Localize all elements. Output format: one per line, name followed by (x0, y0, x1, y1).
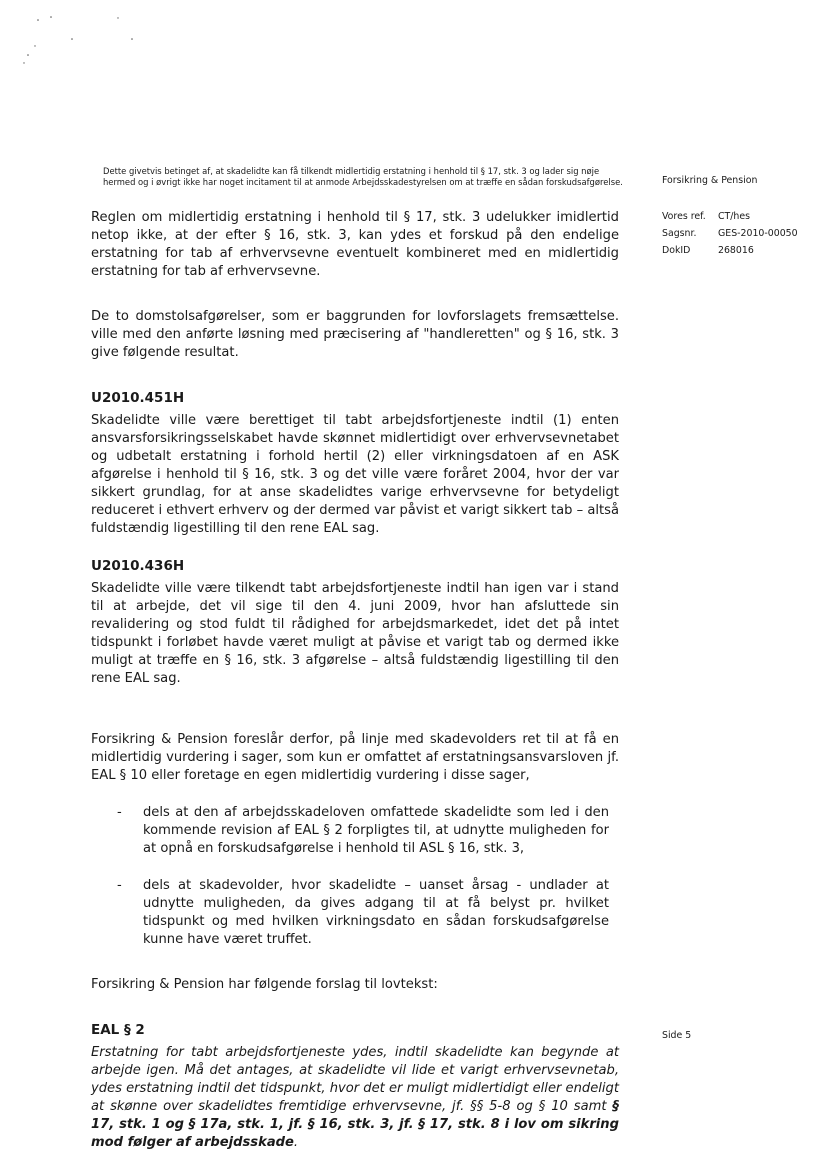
law-text-end: . (293, 1135, 299, 1150)
meta-label: Sagsnr. (662, 227, 697, 239)
sidebar-meta (662, 208, 798, 259)
scan-specks (20, 12, 150, 72)
case-text-u2010-451h: Skadelidte ville være berettiget til tabt arbejdsfortjeneste indtil (1) enten ansvarsforsikringsselskabet havde skønnet midlertidigt over erhvervsevnetabet og udbetalt erstatning i forhold hertil (2) eller virkningsdatoen af en ASK afgørelse i henhold til § 16, stk. 3 og det ville være foråret 2004, hvor der var sikkert grundlag, for at anse skadelidtes varige erhvervsevne for betydeligt reduceret i ethvert erhverv og der dermed var påvist et varigt sikkert tab – altså fuldstændig ligestilling til den rene EAL sag. (91, 413, 619, 536)
law-heading: EAL § 2 (91, 1022, 145, 1038)
meta-value: 268016 (718, 244, 754, 256)
law-text-bold: § 17, stk. 1 og § 17a, stk. 1, jf. § 16, stk. 3, jf. § 17, stk. 8 i lov om sikring mod følger af arbejdsskade (91, 1099, 619, 1150)
meta-value: CT/hes (718, 210, 751, 222)
case-heading-u2010-451h: U2010.451H (91, 390, 185, 406)
law-text-regular: Erstatning for tabt arbejdsfortjeneste ydes, indtil skadelidte kan begynde at arbejde igen. Må det antages, at skadelidte vil lide et varigt erhvervsevnetab, ydes erstatning indtil det tidspunkt, hvor det er muligt midlertidigt eller endeligt at skønne over skadelidtes fremtidige erhvervsevne, jf. §§ 5-8 og § 10 samt (91, 1045, 619, 1114)
law-text (91, 1044, 619, 1152)
case-text-u2010-436h: Skadelidte ville være tilkendt tabt arbejdsfortjeneste indtil han igen var i stand til at arbejde, det vil sige til den 4. juni 2009, hvor han afsluttede sin revalidering og stod fuldt til rådighed for arbejdsmarkedet, idet det på intet tidspunkt i forløbet havde været muligt at påvise et varigt tab og dermed ikke muligt at træffe en § 16, stk. 3 afgørelse – altså fuldstændig ligestilling til den rene EAL sag. (91, 581, 619, 686)
bullet-item (91, 877, 619, 949)
paragraph: Forsikring & Pension har følgende forslag til lovtekst: (91, 977, 438, 992)
sidebar-organization: Forsikring & Pension (662, 175, 758, 186)
bullet-item (91, 804, 619, 858)
paragraph: Forsikring & Pension foreslår derfor, på linje med skadevolders ret til at få en midlertidig vurdering i sager, som kun er omfattet af erstatningsansvarsloven jf. EAL § 10 eller foretage en egen midlertidig vurdering i disse sager, (91, 732, 619, 783)
bullet-dash: - (117, 878, 122, 893)
footnote: Dette givetvis betinget af, at skadelidte kan få tilkendt midlertidig erstatning i henhold til § 17, stk. 3 og lader sig nøje hermed og i øvrigt ikke har noget incitament til at anmode Arbejdsskadestyrelsen om at træffe en sådan forskudsafgørelse. (103, 166, 623, 187)
meta-label: DokID (662, 244, 691, 256)
meta-row-reference (662, 208, 798, 225)
meta-value: GES-2010-00050 (718, 227, 798, 239)
bullet-text: dels at skadevolder, hvor skadelidte – uanset årsag - undlader at udnytte muligheden, da gives adgang til at få belyst pr. hvilket tidspunkt og med hvilken virkningsdato en sådan forskudsafgørelse kunne have været truffet. (143, 878, 609, 947)
meta-label: Vores ref. (662, 210, 706, 222)
paragraph: Reglen om midlertidig erstatning i henhold til § 17, stk. 3 udelukker imidlertid netop ikke, at der efter § 16, stk. 3, kan ydes et forskud på den endelige erstatning for tab af erhvervsevne eventuelt kombineret med en midlertidig erstatning for tab af erhvervsevne. (91, 210, 619, 279)
bullet-dash: - (117, 805, 122, 820)
paragraph: De to domstolsafgørelser, som er baggrunden for lovforslagets fremsættelse. ville med den anførte løsning med præcisering af "handleretten" og § 16, stk. 3 give følgende resultat. (91, 309, 619, 360)
meta-row-case-number (662, 225, 798, 242)
main-content (91, 209, 619, 1152)
page-number: Side 5 (662, 1030, 692, 1041)
bullet-text: dels at den af arbejdsskadeloven omfattede skadelidte som led i den kommende revision af EAL § 2 forpligtes til, at udnytte muligheden for at opnå en forskudsafgørelse i henhold til ASL § 16, stk. 3, (143, 805, 609, 856)
case-heading-u2010-436h: U2010.436H (91, 558, 185, 574)
meta-row-doc-id (662, 242, 798, 259)
